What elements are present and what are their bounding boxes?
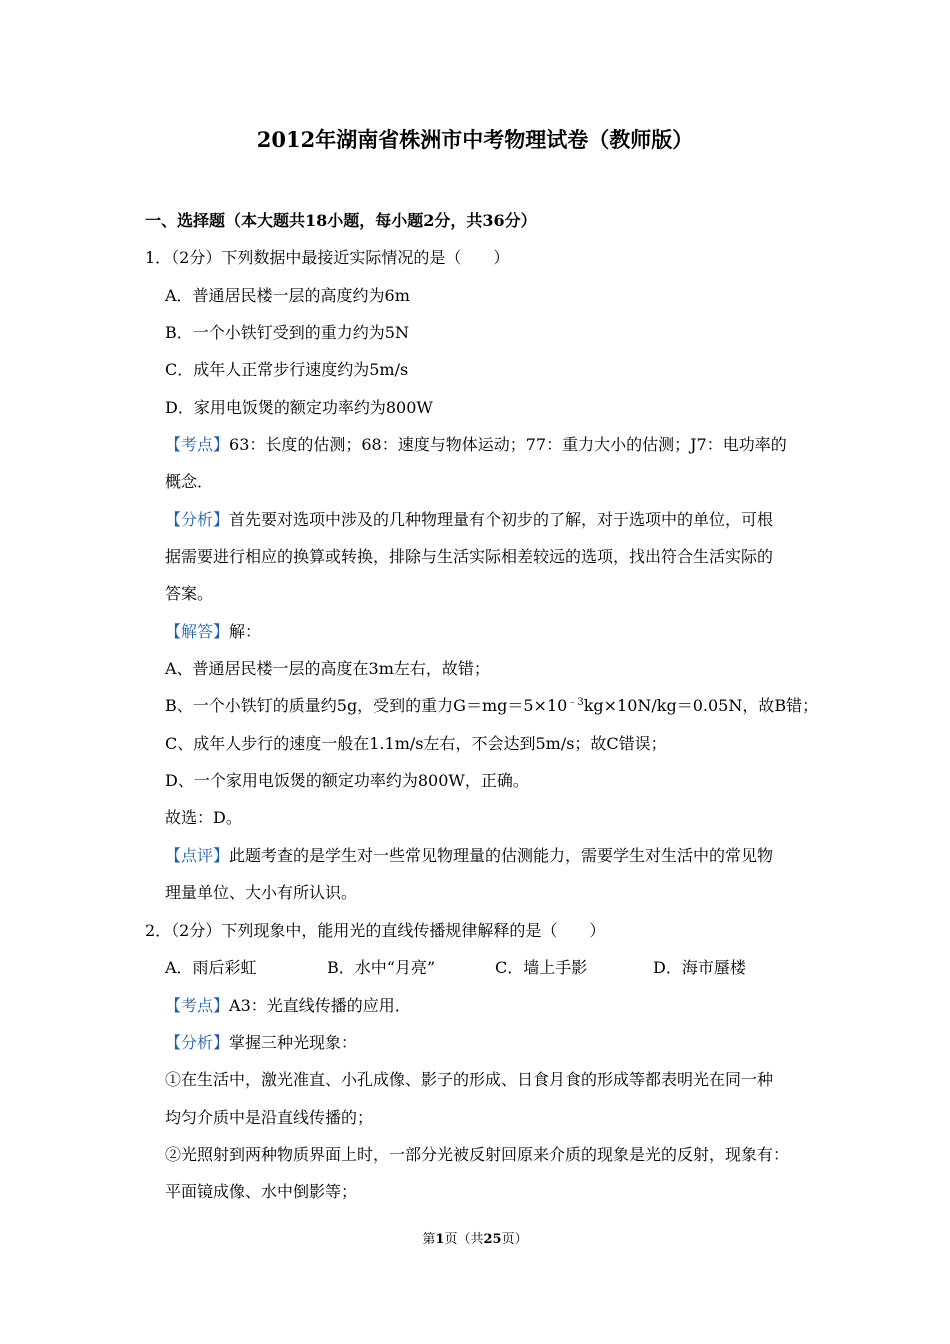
jieda-text: 解： bbox=[229, 622, 262, 641]
q2-item-1-cont: 均匀介质中是沿直线传播的； bbox=[165, 1108, 374, 1127]
q1-option-d: D．家用电饭煲的额定功率约为800W bbox=[165, 398, 433, 417]
q2-item-2: ②光照射到两种物质界面上时，一部分光被反射回原来介质的现象是光的反射，现象有： bbox=[165, 1145, 790, 1164]
q1-kaodian bbox=[165, 435, 787, 455]
q2-fenxi bbox=[165, 1033, 357, 1053]
kaodian-tag: 【考点】 bbox=[165, 435, 230, 454]
dianping-tag: 【点评】 bbox=[165, 846, 230, 865]
q2-option-c: C．墙上手影 bbox=[495, 958, 588, 977]
answer-b-pre: B、一个小铁钉的质量约5g，受到的重力G＝mg＝5×10 bbox=[165, 696, 568, 715]
q1-dianping-cont: 理量单位、大小有所认识。 bbox=[165, 883, 358, 902]
footer-pre: 第 bbox=[422, 1232, 436, 1247]
q2-fenxi-text: 掌握三种光现象： bbox=[229, 1033, 358, 1052]
q1-fenxi-cont-2: 答案。 bbox=[165, 584, 214, 603]
q2-item-1: ①在生活中，激光准直、小孔成像、影子的形成、日食月食的形成等都表明光在同一种 bbox=[165, 1070, 774, 1089]
q1-option-c: C．成年人正常步行速度约为5m/s bbox=[165, 360, 409, 379]
dianping-text: 此题考查的是学生对一些常见物理量的估测能力，需要学生对生活中的常见物 bbox=[229, 846, 774, 865]
section-heading: 一、选择题（本大题共18小题，每小题2分，共36分） bbox=[145, 211, 537, 230]
footer-total-pages: 25 bbox=[483, 1232, 502, 1247]
q1-answer-b bbox=[165, 696, 818, 716]
q2-item-2-cont: 平面镜成像、水中倒影等； bbox=[165, 1182, 358, 1201]
q2-option-a: A．雨后彩虹 bbox=[165, 958, 257, 977]
q1-answer-d: D、一个家用电饭煲的额定功率约为800W，正确。 bbox=[165, 771, 529, 790]
q2-stem: 2．（2分）下列现象中，能用光的直线传播规律解释的是（ ） bbox=[145, 921, 606, 940]
q1-kaodian-cont: 概念． bbox=[165, 472, 214, 491]
page-title: 2012年湖南省株洲市中考物理试卷（教师版） bbox=[256, 127, 694, 152]
answer-b-post: kg×10N/kg＝0.05N，故B错； bbox=[583, 696, 819, 715]
q1-fenxi-cont-1: 据需要进行相应的换算或转换，排除与生活实际相差较远的选项，找出符合生活实际的 bbox=[165, 547, 774, 566]
q1-jieda bbox=[165, 622, 261, 642]
q1-dianping bbox=[165, 846, 773, 866]
q1-option-b: B．一个小铁钉受到的重力约为5N bbox=[165, 323, 409, 342]
q2-option-d: D．海市蜃楼 bbox=[653, 958, 746, 977]
footer-page-number: 1 bbox=[435, 1232, 445, 1247]
q1-answer-a: A、普通居民楼一层的高度在3m左右，故错； bbox=[165, 659, 490, 678]
q1-option-a: A．普通居民楼一层的高度约为6m bbox=[165, 286, 410, 305]
q1-fenxi bbox=[165, 510, 773, 530]
fenxi-text: 首先要对选项中涉及的几种物理量有个初步的了解，对于选项中的单位，可根 bbox=[229, 510, 774, 529]
q1-choice: 故选：D。 bbox=[165, 808, 242, 827]
fenxi-tag: 【分析】 bbox=[165, 510, 230, 529]
q2-kaodian bbox=[165, 996, 411, 1016]
q2-fenxi-tag: 【分析】 bbox=[165, 1033, 230, 1052]
page-footer bbox=[0, 1228, 950, 1247]
q1-stem: 1．（2分）下列数据中最接近实际情况的是（ ） bbox=[145, 248, 510, 267]
jieda-tag: 【解答】 bbox=[165, 622, 230, 641]
footer-post: 页） bbox=[501, 1232, 528, 1247]
footer-mid: 页（共 bbox=[444, 1232, 484, 1247]
q2-kaodian-text: A3：光直线传播的应用． bbox=[229, 996, 411, 1015]
q1-answer-c: C、成年人步行的速度一般在1.1m/s左右，不会达到5m/s；故C错误； bbox=[165, 734, 667, 753]
answer-b-exponent: ﹣3 bbox=[567, 697, 584, 708]
q2-kaodian-tag: 【考点】 bbox=[165, 996, 230, 1015]
kaodian-text: 63：长度的估测；68：速度与物体运动；77：重力大小的估测；J7：电功率的 bbox=[229, 435, 787, 454]
q2-option-b: B．水中“月亮” bbox=[327, 958, 436, 977]
